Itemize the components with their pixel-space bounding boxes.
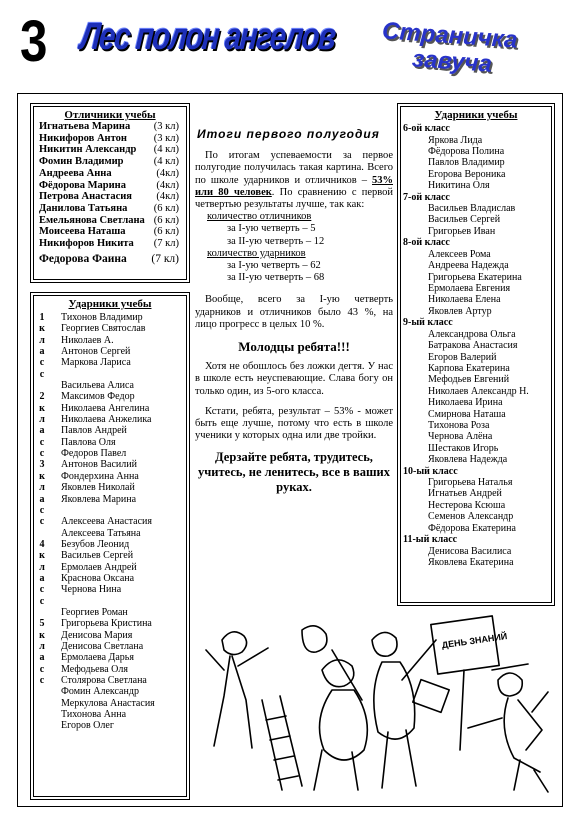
- student-class: (3 кл): [153, 132, 179, 144]
- student-name: Васильев Сергей: [61, 550, 134, 562]
- student-name: Меркулова Анастасия: [61, 697, 155, 709]
- student-row: [31, 425, 189, 436]
- student-name: Андреева Анна: [39, 167, 112, 179]
- class-marker: 4: [39, 538, 45, 550]
- class-marker: а: [39, 346, 45, 358]
- section-title-line2: завуча: [411, 45, 493, 78]
- student-name: Чернова Нина: [61, 584, 122, 596]
- student-class: (3 кл): [153, 121, 179, 132]
- student-class: (4кл): [156, 191, 179, 203]
- student-name: Павлов Андрей: [61, 425, 127, 437]
- student-name: Егоров Валерий: [428, 351, 497, 363]
- class-marker: 3: [39, 459, 45, 471]
- student-name: Тихонова Анна: [61, 709, 127, 721]
- student-name: Фондерхина Анна: [61, 470, 139, 482]
- student-name: Николаева Елена: [428, 294, 501, 306]
- student-name: Александрова Ольга: [428, 328, 516, 340]
- student-name: Максимов Федор: [61, 391, 135, 403]
- class-marker: с: [39, 516, 45, 528]
- student-name: Яковлев Николай: [61, 482, 135, 494]
- student-row: [31, 168, 189, 180]
- student-row: [31, 675, 189, 686]
- student-name: Алексеева Анастасия: [61, 516, 152, 528]
- student-class: (4кл): [156, 179, 179, 191]
- student-name: Павлова Оля: [61, 436, 116, 448]
- student-row: [31, 720, 189, 731]
- article: [195, 128, 393, 495]
- student-row: [31, 357, 189, 368]
- issue-number: 3: [20, 9, 48, 74]
- student-class: (6 кл): [153, 226, 179, 238]
- grade-heading: 7-ой класс: [403, 191, 450, 203]
- student-name: Антонов Сергей: [61, 346, 131, 358]
- class-marker: [31, 720, 47, 731]
- excellent-students-title: Отличники учебы: [64, 109, 156, 121]
- class-marker: а: [39, 652, 45, 664]
- student-name: Маркова Лариса: [61, 357, 131, 369]
- student-class: (4 кл): [153, 144, 179, 156]
- student-name: Андреева Надежда: [428, 260, 509, 272]
- class-marker: л: [39, 334, 45, 346]
- student-name: Семенов Александр: [428, 511, 514, 523]
- student-name: [47, 505, 61, 516]
- class-marker: [31, 528, 47, 539]
- student-row: [31, 391, 189, 402]
- student-name: Никитина Оля: [428, 180, 490, 192]
- student-row: [31, 459, 189, 470]
- student-row: [31, 380, 189, 391]
- class-marker: л: [39, 561, 45, 573]
- student-name: Павлов Владимир: [428, 157, 505, 169]
- student-row: [31, 437, 189, 448]
- class-marker: [31, 709, 47, 720]
- class-marker: с: [39, 504, 45, 516]
- student-row: [31, 254, 189, 266]
- student-row: [31, 562, 189, 573]
- student-name: Нестерова Ксюша: [428, 499, 506, 511]
- student-row: [31, 121, 189, 133]
- class-marker: к: [39, 470, 45, 482]
- student-name: Ермолаев Андрей: [61, 561, 137, 573]
- class-marker: 1: [39, 312, 45, 323]
- grade-heading: 9-ый класс: [403, 317, 453, 329]
- student-name: Федорова Фаина: [39, 252, 127, 265]
- class-marker: с: [39, 448, 45, 460]
- student-name: Фёдорова Екатерина: [428, 522, 516, 534]
- class-marker: с: [39, 675, 45, 686]
- student-name: Васильев Владислав: [428, 203, 516, 215]
- student-name: Григорьева Наталья: [428, 477, 513, 489]
- good-students-primary-title: Ударники учебы: [68, 298, 152, 310]
- student-name: Мефодьев Евгений: [428, 374, 510, 386]
- class-marker: а: [39, 572, 45, 584]
- student-name: Краснова Оксана: [61, 572, 135, 584]
- student-name: Яркова Лида: [428, 134, 483, 146]
- student-row: [31, 505, 189, 516]
- class-marker: к: [39, 323, 45, 335]
- article-title: Итоги первого полугодия: [197, 127, 380, 141]
- class-marker: а: [39, 493, 45, 505]
- article-closing: Дерзайте ребята, трудитесь, учитесь, не ленитесь, все в ваших руках.: [198, 450, 390, 495]
- student-row: [31, 226, 189, 238]
- stat-heading-good: количество ударников: [207, 247, 306, 259]
- class-marker: 2: [39, 391, 45, 403]
- student-name: Тихонова Роза: [428, 419, 490, 431]
- student-name: Данилова Татьяна: [39, 202, 128, 214]
- student-row: [31, 573, 189, 584]
- student-row: [31, 607, 189, 618]
- class-marker: с: [39, 368, 45, 380]
- student-name: Федоров Павел: [61, 448, 127, 460]
- article-paragraph: Хотя не обошлось без ложки дегтя. У нас в школе есть неуспевающие. Слава богу он только один, из 5-ого класса.: [195, 361, 393, 397]
- student-name: Фёдорова Марина: [39, 179, 126, 191]
- highlight-result: 53% или 80 человек: [195, 174, 393, 198]
- stat-line: за I-ую четверть – 62: [227, 260, 321, 272]
- student-name: Антонов Василий: [61, 459, 137, 471]
- class-marker: с: [39, 436, 45, 448]
- student-row: [31, 144, 189, 156]
- class-marker: 5: [39, 618, 45, 630]
- student-row: [31, 709, 189, 720]
- student-name: Безубов Леонид: [61, 538, 130, 550]
- student-row: [31, 584, 189, 595]
- student-row: [31, 471, 189, 482]
- student-class: (6 кл): [153, 202, 179, 214]
- student-row: [31, 494, 189, 505]
- student-row: [31, 312, 189, 323]
- student-name: Яковлев Артур: [428, 305, 492, 317]
- student-row: [31, 641, 189, 652]
- student-row: [31, 596, 189, 607]
- student-row: [31, 698, 189, 709]
- grade-heading: 11-ый класс: [403, 534, 458, 546]
- article-paragraph: По итогам успеваемости за первое полугодие получилась такая картина. Всего по школе ударников и отличников – 53% или 80 человек. По сравнению с первой четвертью результаты лучше, так как:: [195, 150, 393, 211]
- student-name: Яковлева Надежда: [428, 454, 508, 466]
- student-name: Николаева Анжелика: [61, 414, 152, 426]
- student-name: Григорьев Иван: [428, 225, 496, 237]
- student-name: [47, 596, 61, 607]
- student-name: Денисова Мария: [61, 629, 133, 641]
- student-name: Григорьева Екатерина: [428, 271, 522, 283]
- class-marker: с: [39, 357, 45, 369]
- good-students-senior-title: Ударники учебы: [434, 109, 518, 121]
- student-name: Батракова Анастасия: [428, 340, 518, 352]
- student-name: Мефодьева Оля: [61, 663, 128, 675]
- grade-heading: 6-ой класс: [403, 123, 450, 134]
- student-name: Алексеев Рома: [428, 248, 491, 260]
- student-class: (4 кл): [153, 156, 179, 168]
- student-name: Смирнова Наташа: [428, 408, 506, 420]
- student-name: Никифоров Никита: [39, 238, 134, 250]
- good-students-senior-list: [398, 123, 554, 568]
- good-students-primary-box: [30, 292, 190, 800]
- class-marker: л: [39, 414, 45, 426]
- student-row: [31, 335, 189, 346]
- student-name: Николаева Ирина: [428, 397, 503, 409]
- article-exclamation: Молодцы ребята!!!: [238, 339, 350, 355]
- student-name: Столярова Светлана: [61, 675, 147, 686]
- student-class: (4кл): [156, 167, 179, 179]
- student-class: (7 кл): [151, 252, 179, 265]
- class-marker: л: [39, 482, 45, 494]
- student-name: Карпова Екатерина: [428, 362, 510, 374]
- student-row: [31, 403, 189, 414]
- excellent-students-list: [31, 121, 189, 265]
- student-row: [31, 686, 189, 697]
- class-marker: [31, 698, 47, 709]
- class-marker: а: [39, 425, 45, 437]
- stat-heading-excellent: количество отличников: [207, 211, 312, 223]
- student-name: Игнатьева Марина: [39, 121, 131, 132]
- student-name: Никитин Александр: [39, 144, 137, 156]
- class-marker: [31, 607, 47, 618]
- section-title-line1: Страничка: [381, 17, 519, 54]
- student-name: Яковлева Екатерина: [428, 557, 514, 568]
- article-paragraph: Вообще, всего за I-ую четверть ударников и отличников было 43 %, на лицо прогресс в целых 10 %.: [195, 294, 393, 330]
- student-name: Фёдорова Полина: [428, 145, 505, 157]
- student-class: (7 кл): [153, 238, 179, 250]
- stat-line: за II-ую четверть – 12: [227, 235, 325, 247]
- class-marker: к: [39, 402, 45, 414]
- student-name: Егоров Олег: [61, 720, 114, 732]
- grade-heading: 8-ой класс: [403, 237, 450, 249]
- school-kids-illustration: [202, 600, 552, 800]
- stat-line: за I-ую четверть – 5: [227, 223, 316, 235]
- stat-line: за II-ую четверть – 68: [227, 272, 325, 284]
- student-name: Фомин Владимир: [39, 156, 124, 168]
- student-name: Ермолаева Дарья: [61, 652, 134, 664]
- class-marker: с: [39, 663, 45, 675]
- student-name: Емельянова Светлана: [39, 214, 145, 226]
- student-name: Григорьева Кристина: [61, 618, 152, 630]
- student-row: [31, 630, 189, 641]
- student-name: Денисова Василиса: [428, 545, 512, 557]
- class-marker: с: [39, 584, 45, 596]
- student-name: Моисеева Наташа: [39, 226, 126, 238]
- student-row: [31, 414, 189, 425]
- student-name: Николаев Александр Н.: [428, 385, 529, 397]
- student-row: [31, 539, 189, 550]
- student-row: [31, 238, 189, 250]
- student-name: Шестаков Игорь: [428, 442, 499, 454]
- student-name: Игнатьев Андрей: [428, 488, 502, 500]
- student-name: Георгиев Святослав: [61, 323, 146, 335]
- student-row: [31, 323, 189, 334]
- student-row: [31, 550, 189, 561]
- student-name: Денисова Светлана: [61, 640, 144, 652]
- class-marker: к: [39, 629, 45, 641]
- grade-heading: 10-ый класс: [403, 465, 458, 477]
- student-row: [31, 203, 189, 215]
- student-row: [31, 369, 189, 380]
- student-name: Никифоров Антон: [39, 132, 127, 144]
- class-marker: [31, 380, 47, 391]
- article-paragraph: Кстати, ребята, результат – 53% - может быть еще лучше, потому что есть в школе ученики у которых одна или две тройки.: [195, 405, 393, 442]
- student-row: [31, 191, 189, 203]
- student-name: Николаева Ангелина: [61, 402, 150, 414]
- student-row: [31, 664, 189, 675]
- class-marker: к: [39, 550, 45, 562]
- student-row: [31, 516, 189, 527]
- good-students-senior-box: [397, 103, 555, 606]
- student-row: [31, 482, 189, 493]
- class-marker: с: [39, 595, 45, 607]
- excellent-students-box: [30, 103, 190, 283]
- student-name: Чернова Алёна: [428, 431, 493, 443]
- student-name: Яковлева Марина: [61, 493, 137, 505]
- student-name: Алексеева Татьяна: [61, 527, 141, 539]
- student-row: [31, 528, 189, 539]
- student-row: [31, 156, 189, 168]
- student-name: Ермолаева Евгения: [428, 282, 511, 294]
- student-row: [31, 618, 189, 629]
- student-row: [31, 215, 189, 227]
- student-name: Тихонов Владимир: [61, 312, 143, 323]
- student-name: [47, 369, 61, 380]
- class-marker: л: [39, 640, 45, 652]
- student-row: [31, 448, 189, 459]
- student-name: Васильев Сергей: [428, 214, 501, 226]
- student-name: Георгиев Роман: [61, 606, 128, 618]
- sign-text: ДЕНЬ ЗНАНИЙ: [441, 631, 508, 651]
- good-students-primary-list: [31, 312, 189, 732]
- class-marker: [31, 686, 47, 697]
- student-row: [31, 133, 189, 145]
- newspaper-title: Лес полон ангелов: [78, 16, 337, 58]
- student-row: [31, 652, 189, 663]
- student-row: [31, 180, 189, 192]
- student-name: Петрова Анастасия: [39, 191, 132, 203]
- student-name: Васильева Алиса: [61, 380, 134, 392]
- student-name: Егорова Вероника: [428, 168, 506, 180]
- student-class: (6 кл): [153, 214, 179, 226]
- student-name: Николаев А.: [61, 334, 114, 346]
- section-banner: [380, 17, 540, 78]
- student-name: Фомин Александр: [61, 686, 139, 698]
- student-row: [31, 346, 189, 357]
